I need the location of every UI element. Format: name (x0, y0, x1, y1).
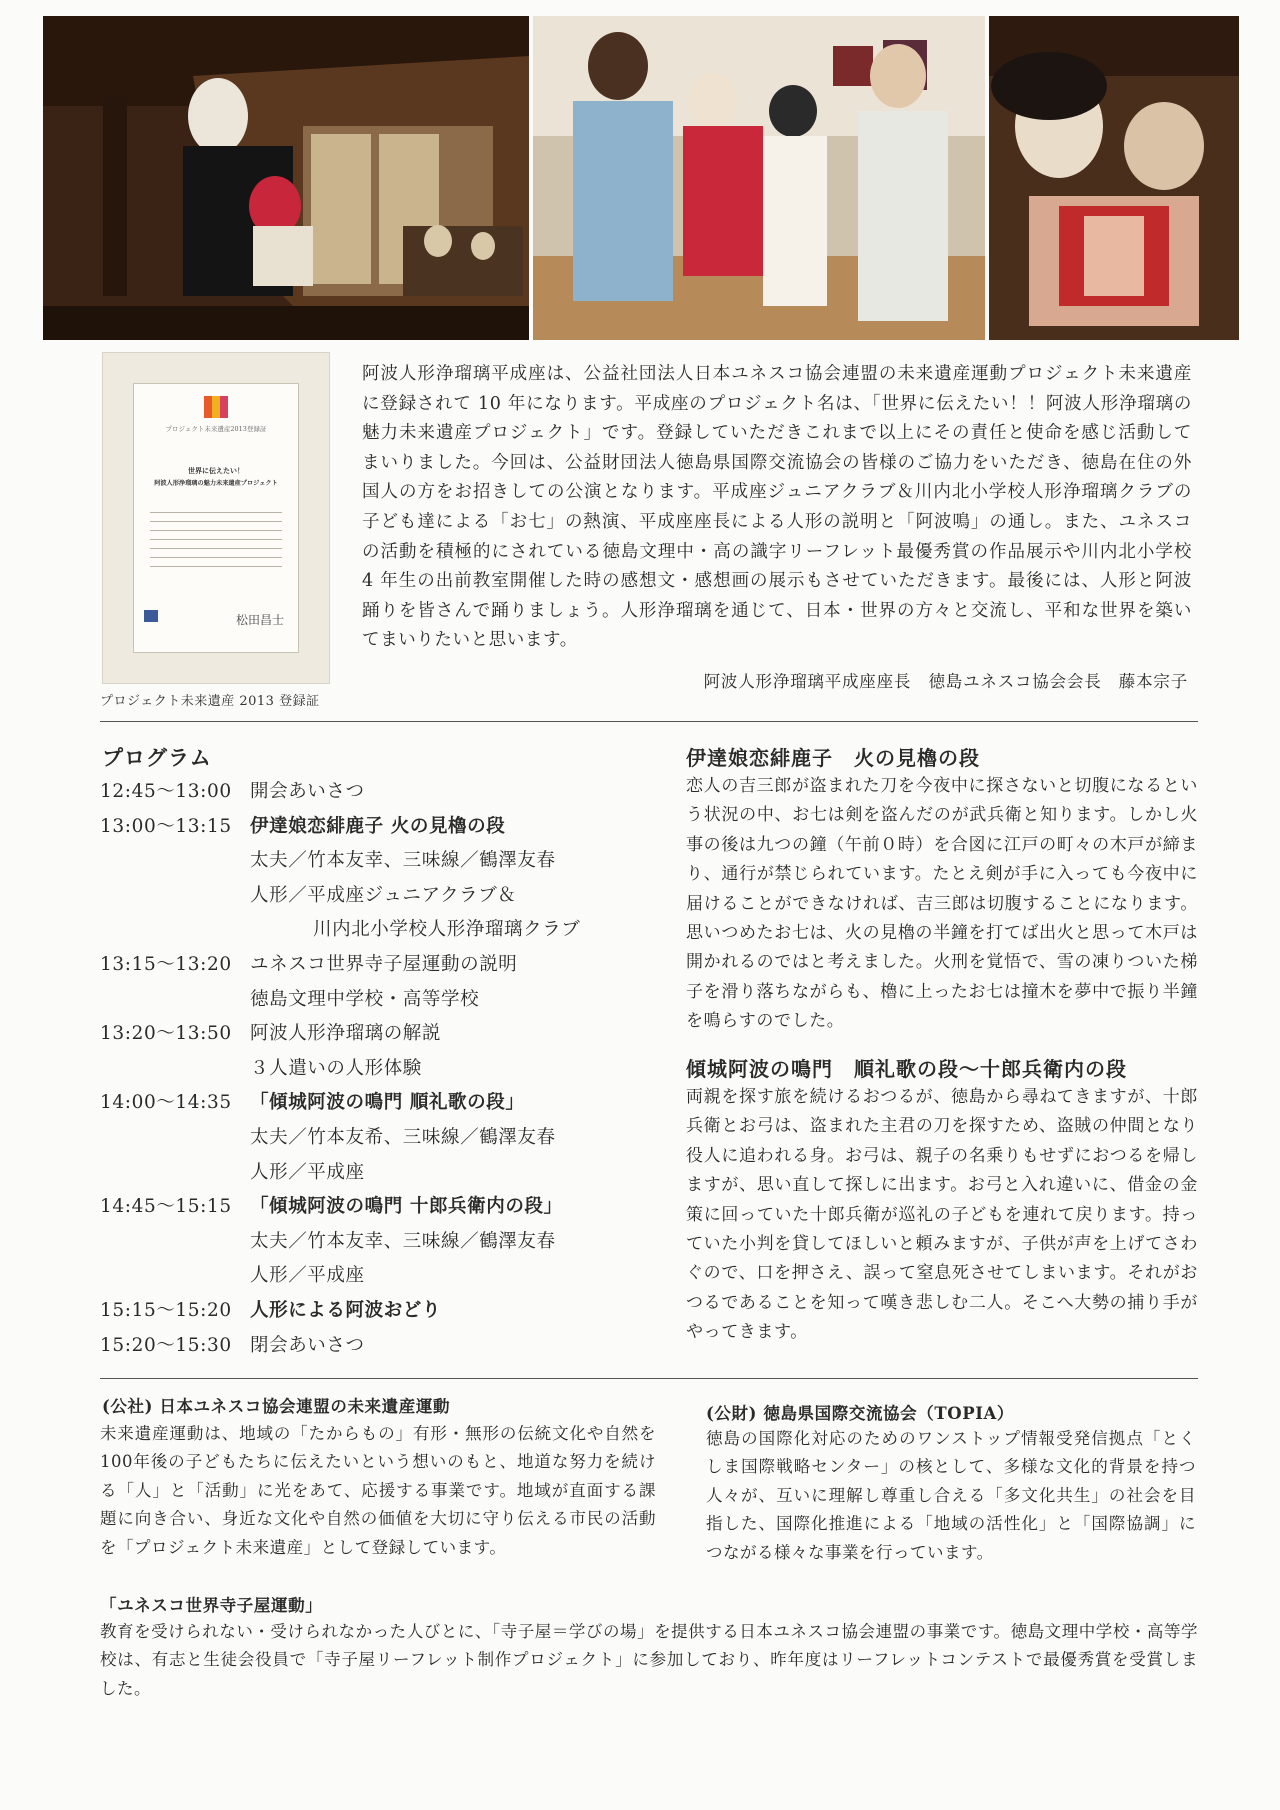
program-detail: 太夫／竹本友幸、三味線／鶴澤友春 (250, 1230, 556, 1252)
intro-signature: 阿波人形浄瑠璃平成座座長 徳島ユネスコ協会会長 藤本宗子 (703, 672, 1188, 691)
intro-paragraph: 阿波人形浄瑠璃平成座は、公益社団法人日本ユネスコ協会連盟の未来遺産運動プロジェクト未来遺産に登録されて 10 年になります。平成座のプロジェクト名は、「世界に伝えたい！！阿波人形浄瑠璃の魅力未来遺産プロジェクト」です。登録していただきこれまで以上にその責任と使命を感じ活動してまいりました。今回は、公益財団法人徳島県国際交流協会の皆様のご協力をいただき、徳島在住の外国人の方をお招きしての公演となります。平成座ジュニアクラブ＆川内北小学校人形浄瑠璃クラブの子ども達による「お七」の熱演、平成座座長による人形の説明と「阿波鳴」の通し。また、ユネスコの活動を積極的にされている徳島文理中・高の識字リーフレット最優秀賞の作品展示や川内北小学校 4 年生の出前教室開催した時の感想文・感想画の展示もさせていただきます。最後には、人形と阿波踊りを皆さんで踊りましょう。人形浄瑠璃を通じて、日本・世界の方々と交流し、平和な世界を築いてまいりたいと思います。 (362, 364, 1192, 651)
program-detail: 川内北小学校人形浄瑠璃クラブ (313, 919, 581, 941)
program-row (100, 948, 660, 983)
photo-puppet-closeup (989, 16, 1239, 340)
program-detail: ３人遣いの人形体験 (250, 1057, 422, 1079)
program-detail: 人形／平成座 (250, 1161, 365, 1183)
program-list (100, 775, 660, 1363)
program-time: 15:15〜15:20 (100, 1299, 232, 1321)
certificate-line-a: 世界に伝えたい！ (188, 466, 244, 475)
photo-puppet-stage (43, 16, 529, 340)
divider-bottom (100, 1378, 1198, 1379)
certificate-caption: プロジェクト未来遺産 2013 登録証 (100, 694, 320, 709)
certificate-signer: 松田昌士 (235, 613, 284, 627)
program-time: 14:45〜15:15 (100, 1196, 232, 1218)
divider-top (100, 721, 1198, 722)
story2-text: 両親を探す旅を続けるおつるが、徳島から尋ねてきますが、十郎兵衛とお弓は、盗まれた主君の刀を探すため、盗賊の仲間となり役人に追われる身。お弓は、親子の名乗りもせずにおつるを帰しますが、思い直して探しに出ます。お弓と入れ違いに、借金の金策に回っていた十郎兵衛が巡礼の子どもを連れて戻ります。持っていた小判を貸してほしいと頼みますが、子供が声を上げてさわぐので、口を押さえ、誤って窒息死させてしまいます。それがおつるであることを知って嘆き悲しむ二人。そこへ大勢の捕り手がやってきます。 (686, 1087, 1198, 1343)
program-time: 13:20〜13:50 (100, 1023, 232, 1045)
program-detail: 人形／平成座ジュニアクラブ＆ (250, 884, 517, 906)
program-row (100, 775, 660, 810)
program-row (100, 1017, 660, 1052)
topia-box-title: (公財) 徳島県国際交流協会（TOPIA） (706, 1404, 1015, 1423)
program-time: 13:15〜13:20 (100, 953, 232, 975)
program-detail: 太夫／竹本友希、三味線／鶴澤友春 (250, 1126, 556, 1148)
program-time: 12:45〜13:00 (100, 781, 232, 802)
program-time: 13:00〜13:15 (100, 815, 232, 837)
story1-title: 伊達娘恋緋鹿子 火の見櫓の段 (686, 746, 980, 770)
certificate-line-b: 阿波人形浄瑠璃の魅力未来遺産プロジェクト (154, 480, 278, 487)
terakoya-box-title: 「ユネスコ世界寺子屋運動」 (100, 1596, 323, 1615)
program-detail: 太夫／竹本友幸、三味線／鶴澤友春 (250, 850, 556, 872)
topia-box-text: 徳島の国際化対応のためのワンストップ情報受発信拠点「とくしま国際戦略センター」の核として、多様な文化的背景を持つ人々が、互いに理解し尊重し合える「多文化共生」の社会を目指した、国際化推進による「地域の活性化」と「国際協調」につながる様々な事業を行っています。 (706, 1429, 1196, 1562)
unesco-icon (144, 610, 158, 622)
program-row (100, 1086, 660, 1121)
certificate-body-lines (150, 512, 282, 572)
story2-title: 傾城阿波の鳴門 順礼歌の段〜十郎兵衛内の段 (686, 1057, 1127, 1081)
program-item: 開会あいさつ (250, 781, 365, 802)
program-item: 閉会あいさつ (250, 1334, 365, 1356)
program-item: 阿波人形浄瑠璃の解説 (250, 1023, 442, 1045)
program-time: 15:20〜15:30 (100, 1334, 232, 1356)
certificate-logo (204, 396, 228, 418)
program-detail: 徳島文理中学校・高等学校 (250, 988, 480, 1010)
unesco-box-text: 未来遺産運動は、地域の「たからもの」有形・無形の伝統文化や自然を100年後の子どもたちに伝えたいという想いのもと、地道な努力を続ける「人」と「活動」に光をあて、応援する事業です。地域が直面する課題に向き合い、身近な文化や自然の価値を大切に守り伝える市民の活動を「プロジェクト未来遺産」として登録しています。 (100, 1424, 656, 1557)
certificate-header: プロジェクト未来遺産2013登録証 (165, 425, 267, 433)
program-row (100, 1294, 660, 1329)
program-title: プログラム (102, 745, 212, 770)
program-item: 人形による阿波おどり (250, 1299, 442, 1321)
program-detail: 人形／平成座 (250, 1265, 365, 1287)
unesco-box-title: (公社) 日本ユネスコ協会連盟の未来遺産運動 (102, 1397, 451, 1416)
program-row (100, 1190, 660, 1225)
story1-text: 恋人の吉三郎が盗まれた刀を今夜中に探さないと切腹になるという状況の中、お七は剣を盗んだのが武兵衛と知ります。しかし火事の後は九つの鐘（午前０時）を合図に江戸の町々の木戸が締まり、通行が禁じられています。たとえ剣が手に入っても今夜中に届けることができなければ、吉三郎は切腹することになります。思いつめたお七は、火の見櫓の半鐘を打てば出火と思って木戸は開かれるのではと考えました。火刑を覚悟で、雪の凍りついた梯子を滑り落ちながらも、櫓に上ったお七は撞木を夢中で振り半鐘を鳴らすのでした。 (686, 776, 1198, 1032)
program-row (100, 810, 660, 845)
terakoya-box-text: 教育を受けられない・受けられなかった人びとに、「寺子屋＝学びの場」を提供する日本ユネスコ協会連盟の事業です。徳島文理中学校・高等学校は、有志と生徒会役員で「寺子屋リーフレット制作プロジェクト」に参加しており、昨年度はリーフレットコンテストで最優秀賞を受賞しました。 (100, 1622, 1198, 1698)
photo-puppet-workshop (533, 16, 985, 340)
program-item: 「傾城阿波の鳴門 順礼歌の段」 (250, 1092, 525, 1114)
program-item: ユネスコ世界寺子屋運動の説明 (250, 953, 518, 975)
program-row (100, 1329, 660, 1364)
certificate-image (102, 352, 330, 684)
program-item: 伊達娘恋緋鹿子 火の見櫓の段 (250, 815, 506, 837)
program-item: 「傾城阿波の鳴門 十郎兵衛内の段」 (250, 1196, 563, 1218)
program-time: 14:00〜14:35 (100, 1092, 232, 1114)
